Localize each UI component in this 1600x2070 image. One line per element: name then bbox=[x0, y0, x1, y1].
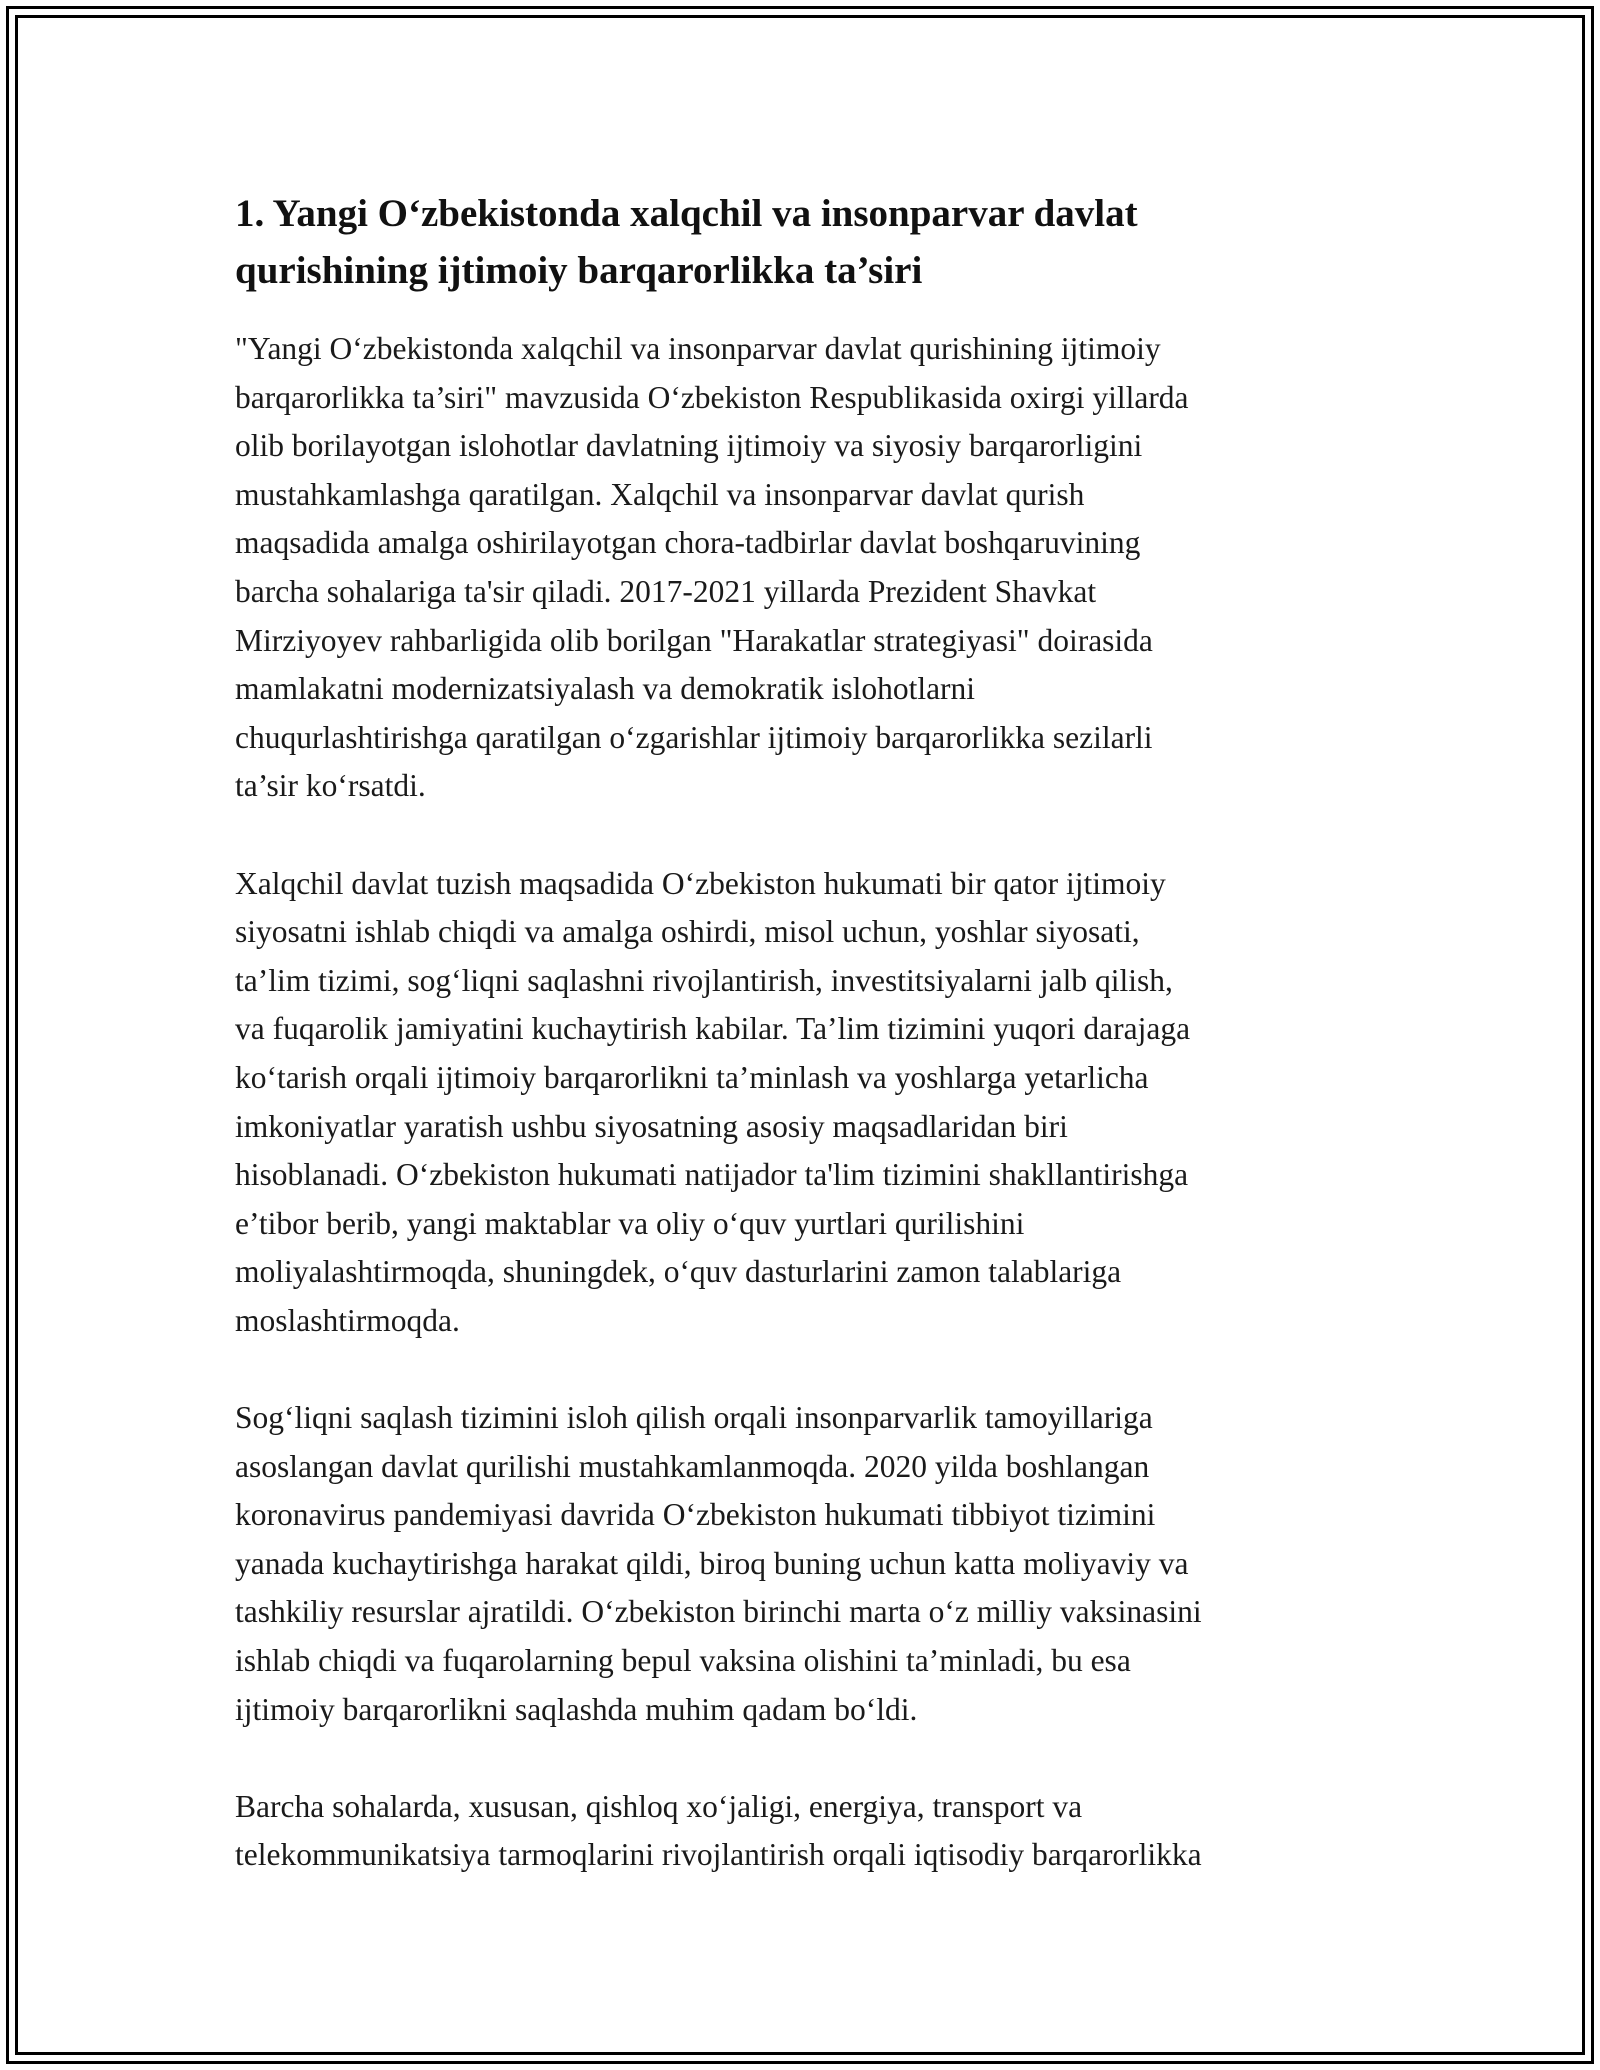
text-line: mamlakatni modernizatsiyalash va demokratik islohotlarni bbox=[235, 671, 976, 707]
heading-line: 1. Yangi O‘zbekistonda xalqchil va insonparvar davlat bbox=[235, 192, 1138, 235]
document-body bbox=[235, 185, 1375, 1929]
text-line: va fuqarolik jamiyatini kuchaytirish kabilar. Ta’lim tizimini yuqori darajaga bbox=[235, 1011, 1191, 1047]
text-line: barqarorlikka ta’siri" mavzusida O‘zbekiston Respublikasida oxirgi yillarda bbox=[235, 379, 1189, 415]
paragraph-2 bbox=[235, 860, 1375, 1346]
text-line: asoslangan davlat qurilishi mustahkamlanmoqda. 2020 yilda boshlangan bbox=[235, 1448, 1150, 1484]
text-line: hisoblanadi. O‘zbekiston hukumati natijador ta'lim tizimini shakllantirishga bbox=[235, 1157, 1189, 1193]
text-line: telekommunikatsiya tarmoqlarini rivojlantirish orqali iqtisodiy barqarorlikka bbox=[235, 1837, 1202, 1873]
text-line: moslashtirmoqda. bbox=[235, 1302, 460, 1338]
text-line: moliyalashtirmoqda, shuningdek, o‘quv dasturlarini zamon talablariga bbox=[235, 1254, 1122, 1290]
paragraph-4 bbox=[235, 1783, 1375, 1880]
text-line: chuqurlashtirishga qaratilgan o‘zgarishlar ijtimoiy barqarorlikka sezilarli bbox=[235, 719, 1153, 755]
text-line: Mirziyoyev rahbarligida olib borilgan "Harakatlar strategiyasi" doirasida bbox=[235, 622, 1153, 658]
heading-line: qurishining ijtimoiy barqarorlikka ta’siri bbox=[235, 249, 923, 292]
text-line: olib borilayotgan islohotlar davlatning ijtimoiy va siyosiy barqarorligini bbox=[235, 428, 1143, 464]
text-line: e’tibor berib, yangi maktablar va oliy o‘quv yurtlari qurilishini bbox=[235, 1205, 1025, 1241]
text-line: ijtimoiy barqarorlikni saqlashda muhim qadam bo‘ldi. bbox=[235, 1691, 918, 1727]
text-line: imkoniyatlar yaratish ushbu siyosatning asosiy maqsadlaridan biri bbox=[235, 1108, 1068, 1144]
paragraph-1 bbox=[235, 325, 1375, 811]
text-line: "Yangi O‘zbekistonda xalqchil va insonparvar davlat qurishining ijtimoiy bbox=[235, 331, 1161, 366]
text-line: barcha sohalariga ta'sir qiladi. 2017-2021 yillarda Prezident Shavkat bbox=[235, 573, 1097, 609]
text-line: ko‘tarish orqali ijtimoiy barqarorlikni ta’minlash va yoshlarga yetarlicha bbox=[235, 1059, 1149, 1095]
text-line: Barcha sohalarda, xususan, qishloq xo‘jaligi, energiya, transport va bbox=[235, 1788, 1083, 1824]
text-line: siyosatni ishlab chiqdi va amalga oshirdi, misol uchun, yoshlar siyosati, bbox=[235, 914, 1140, 950]
paragraph-3 bbox=[235, 1394, 1375, 1734]
text-line: tashkiliy resurslar ajratildi. O‘zbekiston birinchi marta o‘z milliy vaksinasini bbox=[235, 1594, 1202, 1630]
text-line: ishlab chiqdi va fuqarolarning bepul vaksina olishini ta’minladi, bu esa bbox=[235, 1643, 1131, 1679]
text-line: yanada kuchaytirishga harakat qildi, biroq buning uchun katta moliyaviy va bbox=[235, 1545, 1189, 1581]
text-line: koronavirus pandemiyasi davrida O‘zbekiston hukumati tibbiyot tizimini bbox=[235, 1497, 1156, 1533]
text-line: Xalqchil davlat tuzish maqsadida O‘zbekiston hukumati bir qator ijtimoiy bbox=[235, 865, 1166, 901]
text-line: Sog‘liqni saqlash tizimini isloh qilish orqali insonparvarlik tamoyillariga bbox=[235, 1400, 1153, 1436]
text-line: maqsadida amalga oshirilayotgan chora-tadbirlar davlat boshqaruvining bbox=[235, 525, 1141, 561]
text-line: ta’sir ko‘rsatdi. bbox=[235, 768, 426, 804]
text-line: ta’lim tizimi, sog‘liqni saqlashni rivojlantirish, investitsiyalarni jalb qilish, bbox=[235, 962, 1173, 998]
section-heading bbox=[235, 185, 1375, 299]
text-line: mustahkamlashga qaratilgan. Xalqchil va insonparvar davlat qurish bbox=[235, 476, 1085, 512]
